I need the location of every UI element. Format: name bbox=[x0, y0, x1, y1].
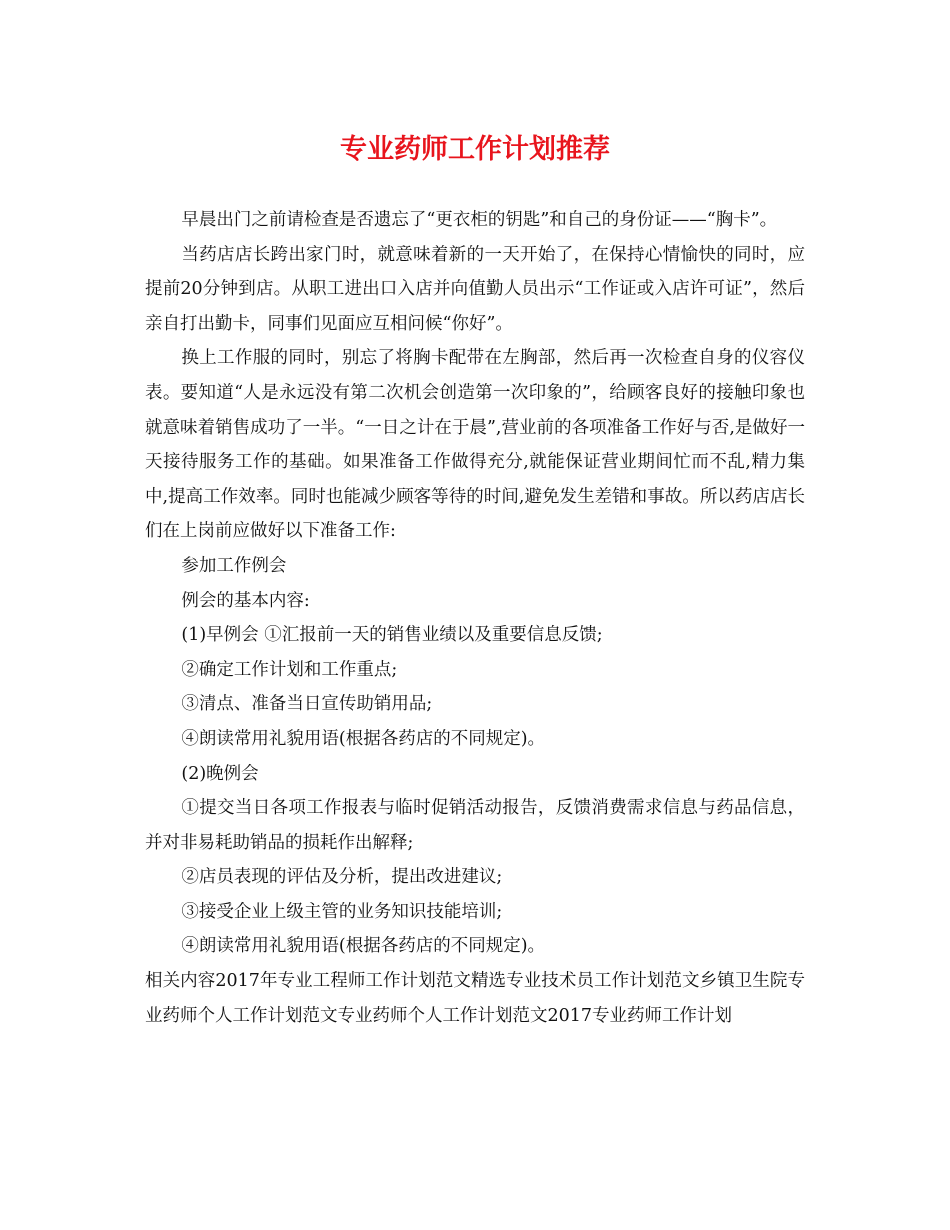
related-content: 相关内容2017年专业工程师工作计划范文精选专业技术员工作计划范文乡镇卫生院专业药师个人工作计划范文专业药师个人工作计划范文2017专业药师工作计划 bbox=[145, 971, 805, 1026]
paragraph-meeting-content: 例会的基本内容: bbox=[181, 590, 310, 611]
list-item-morning-3: ③清点、准备当日宣传助销用品; bbox=[181, 694, 433, 715]
list-item-evening-4: ④朗读常用礼貌用语(根据各药店的不同规定)。 bbox=[181, 936, 546, 957]
paragraph-arrival: 当药店店长跨出家门时，就意味着新的一天开始了，在保持心情愉快的同时，应提前20分钟到店。从职工进出口入店并向值勤人员出示“工作证或入店许可证”，然后亲自打出勤卡，同事们见面应互相问候“你好”。 bbox=[145, 244, 805, 334]
list-item-evening-1: ①提交当日各项工作报表与临时促销活动报告，反馈消费需求信息与药品信息，并对非易耗助销品的损耗作出解释; bbox=[145, 798, 805, 853]
document-title: 专业药师工作计划推荐 bbox=[340, 134, 610, 165]
paragraph-meeting-heading: 参加工作例会 bbox=[181, 555, 287, 576]
list-item-morning-2: ②确定工作计划和工作重点; bbox=[181, 659, 398, 680]
paragraph-preparation: 换上工作服的同时，别忘了将胸卡配带在左胸部，然后再一次检查自身的仪容仪表。要知道“人是永远没有第二次机会创造第一次印象的”，给顾客良好的接触印象也就意味着销售成功了一半。“一日之计在于晨”,营业前的各项准备工作好与否,是做好一天接待服务工作的基础。如果准备工作做得充分,就能保证营业期间忙而不乱,精力集中,提高工作效率。同时也能减少顾客等待的时间,避免发生差错和事故。所以药店店长们在上岗前应做好以下准备工作: bbox=[145, 348, 805, 542]
list-item-evening-2: ②店员表现的评估及分析，提出改进建议; bbox=[181, 867, 503, 888]
list-item-morning-1: (1)早例会 ①汇报前一天的销售业绩以及重要信息反馈; bbox=[181, 625, 603, 646]
paragraph-intro: 早晨出门之前请检查是否遗忘了“更衣柜的钥匙”和自己的身份证——“胸卡”。 bbox=[181, 210, 778, 230]
list-heading-evening: (2)晚例会 bbox=[181, 763, 259, 784]
list-item-morning-4: ④朗读常用礼貌用语(根据各药店的不同规定)。 bbox=[181, 728, 546, 749]
document-body bbox=[145, 203, 805, 1033]
list-item-evening-3: ③接受企业上级主管的业务知识技能培训; bbox=[181, 901, 503, 922]
